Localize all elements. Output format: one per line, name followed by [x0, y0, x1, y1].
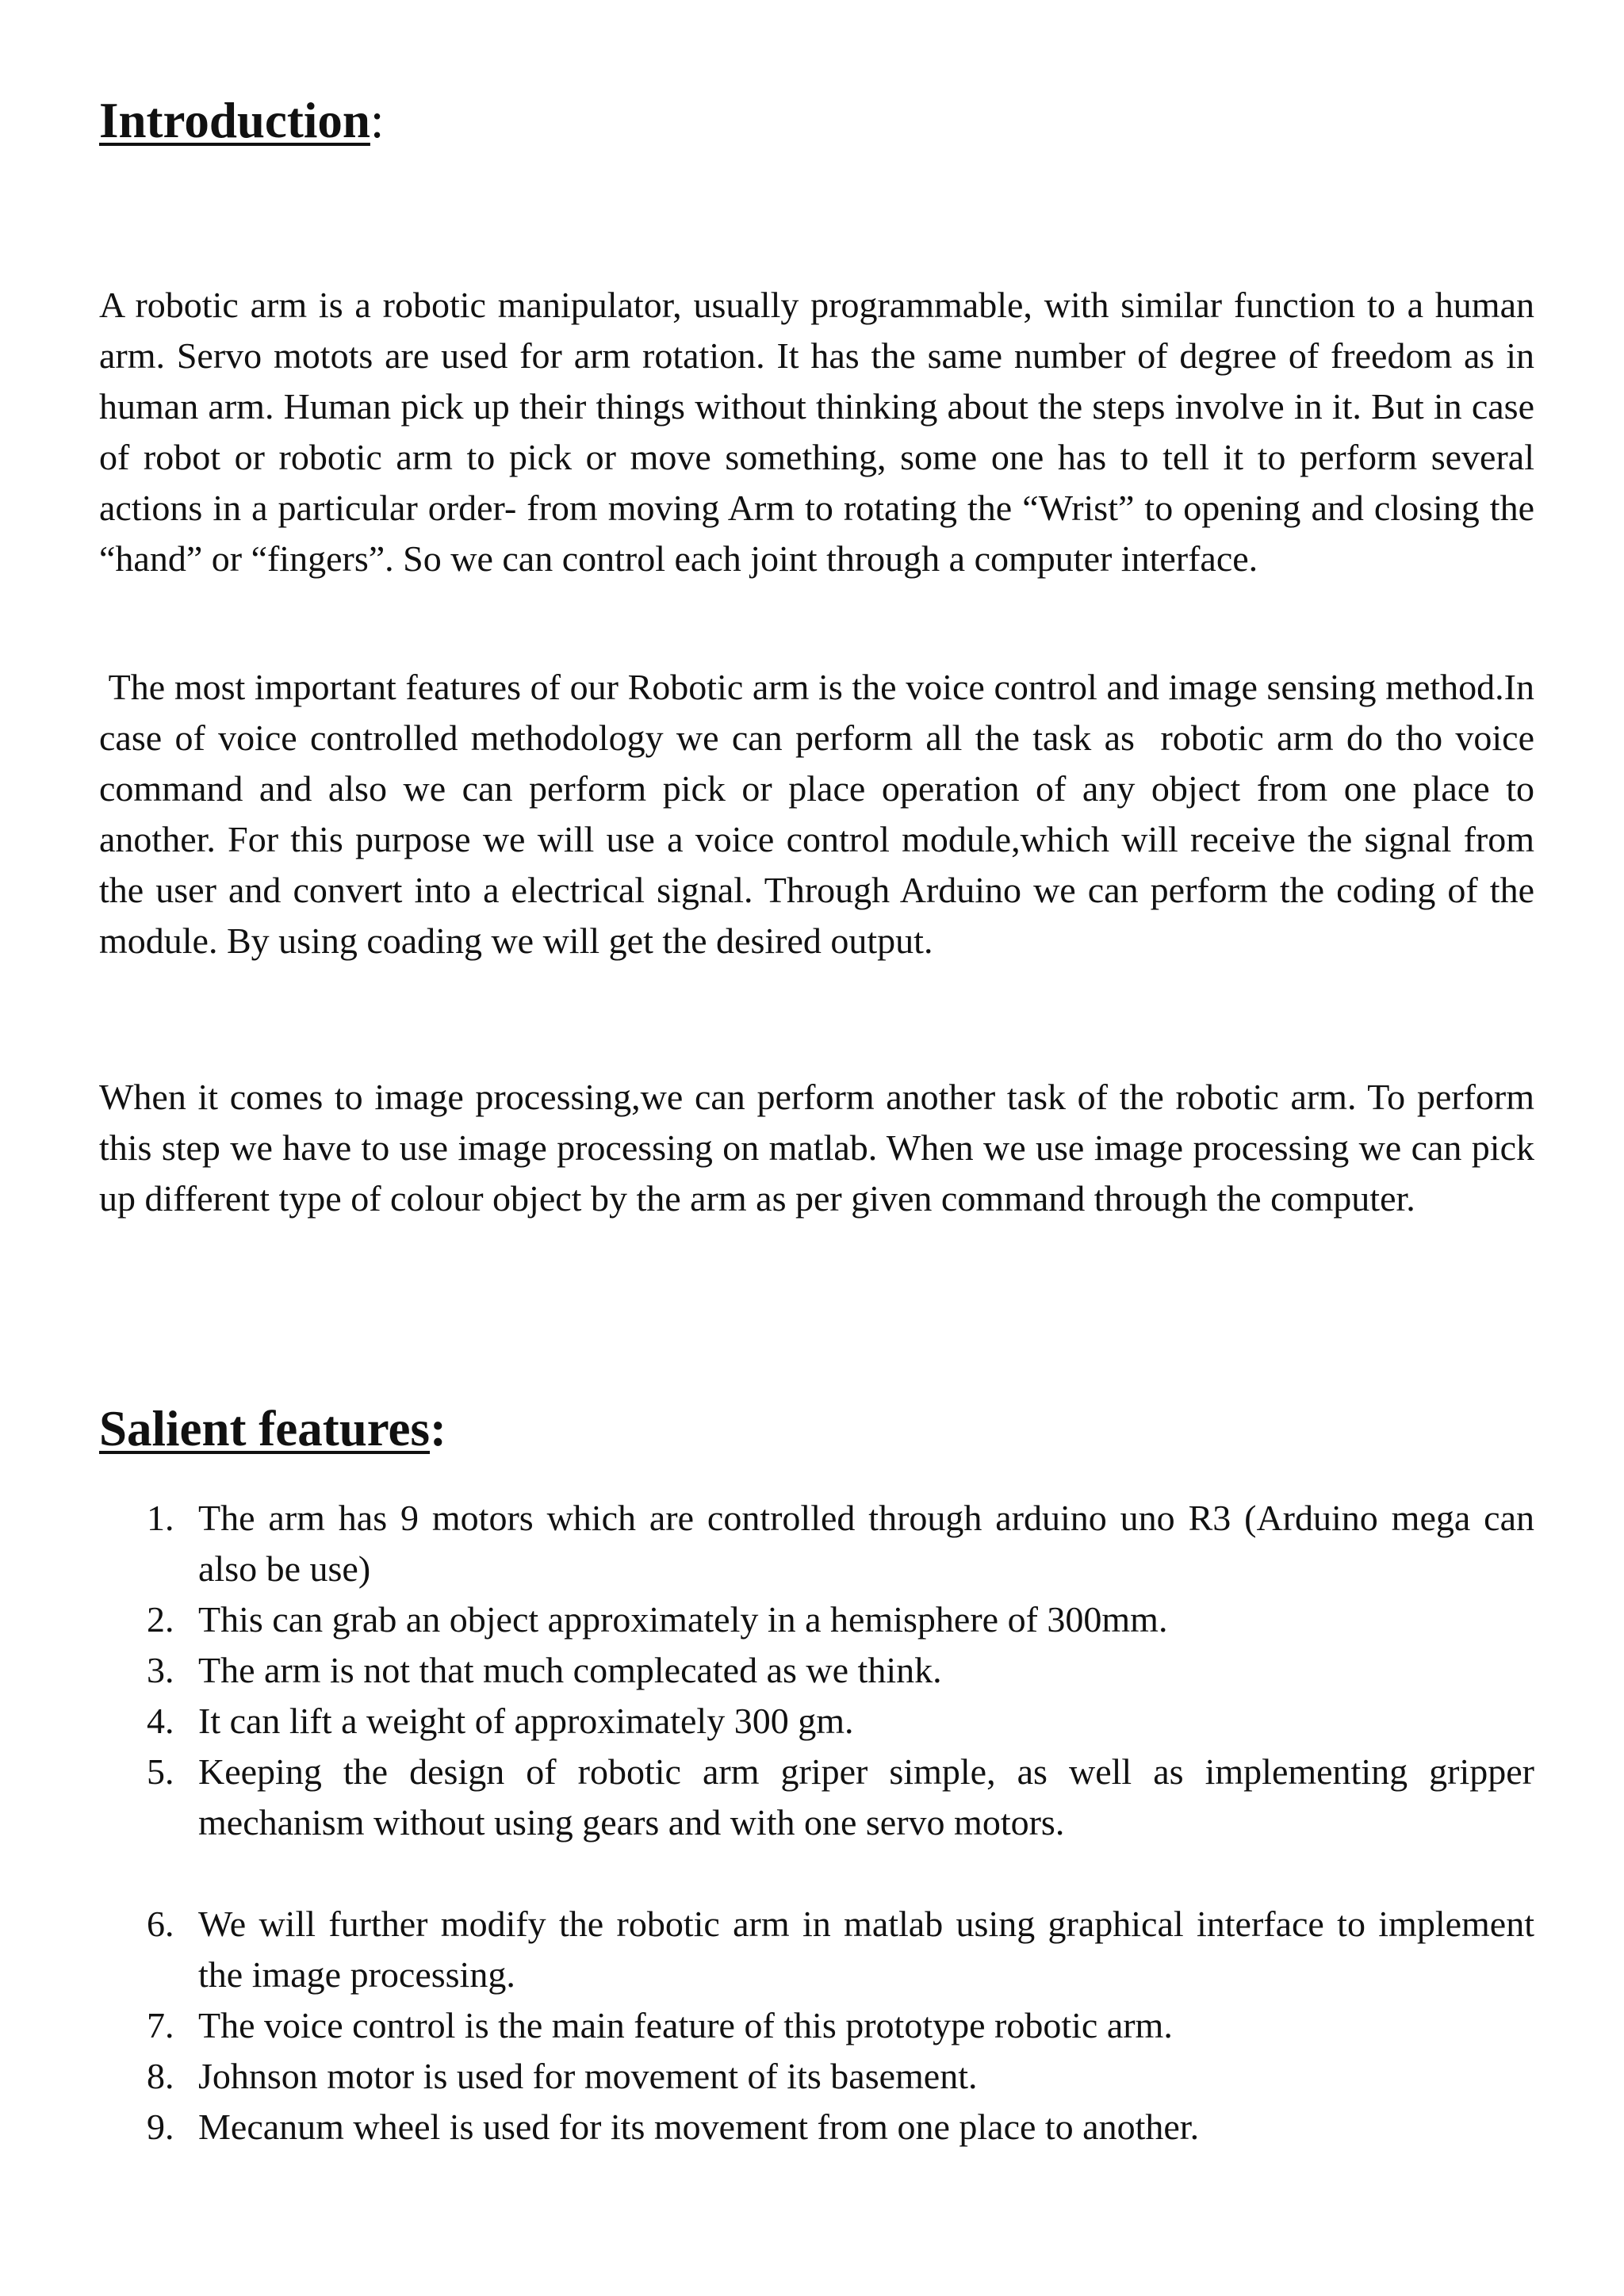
list-item: 9. Mecanum wheel is used for its movement from one place to another.	[147, 2107, 1200, 2147]
list-item: 3. The arm is not that much complecated as we think.	[147, 1650, 942, 1690]
list-item: 7. The voice control is the main feature of this prototype robotic arm.	[147, 2005, 1173, 2045]
salient-features-list	[99, 1493, 1534, 2152]
intro-paragraph-2: The most important features of our Robotic arm is the voice control and image sensing method.In case of voice controlled methodology we can perform all the task as robotic arm do tho voice command and also we can perform pick or place operation of any object from one place to another. For this purpose we will use a voice control module,which will receive the signal from the user and convert into a electrical signal. Through Arduino we can perform the coding of the module. By using coading we will get the desired output.	[99, 667, 1544, 961]
introduction-heading: Introduction:	[99, 93, 385, 148]
intro-paragraph-3: When it comes to image processing,we can perform another task of the robotic arm. To perform this step we have to use image processing on matlab. When we use image processing we can pick up different type of colour object by the arm as per given command through the computer.	[99, 1077, 1534, 1219]
list-item: 8. Johnson motor is used for movement of its basement.	[147, 2056, 978, 2096]
salient-features-heading: Salient features:	[99, 1401, 447, 1456]
list-item: 1. The arm has 9 motors which are controlled through arduino uno R3 (Arduino mega can also be use)	[147, 1498, 1534, 1589]
list-item: 2. This can grab an object approximately in a hemisphere of 300mm.	[147, 1599, 1168, 1640]
intro-paragraph-1: A robotic arm is a robotic manipulator, usually programmable, with similar function to a human arm. Servo motots are used for arm rotation. It has the same number of degree of freedom as in human arm. Human pick up their things without thinking about the steps involve in it. But in case of robot or robotic arm to pick or move something, some one has to tell it to perform several actions in a particular order- from moving Arm to rotating the “Wrist” to opening and closing the “hand” or “fingers”. So we can control each joint through a computer interface.	[99, 285, 1534, 579]
list-item: 4. It can lift a weight of approximately 300 gm.	[147, 1701, 854, 1741]
list-item: 6. We will further modify the robotic arm in matlab using graphical interface to implement the image processing.	[147, 1904, 1534, 1995]
list-item: 5. Keeping the design of robotic arm griper simple, as well as implementing gripper mechanism without using gears and with one servo motors.	[147, 1751, 1534, 1843]
